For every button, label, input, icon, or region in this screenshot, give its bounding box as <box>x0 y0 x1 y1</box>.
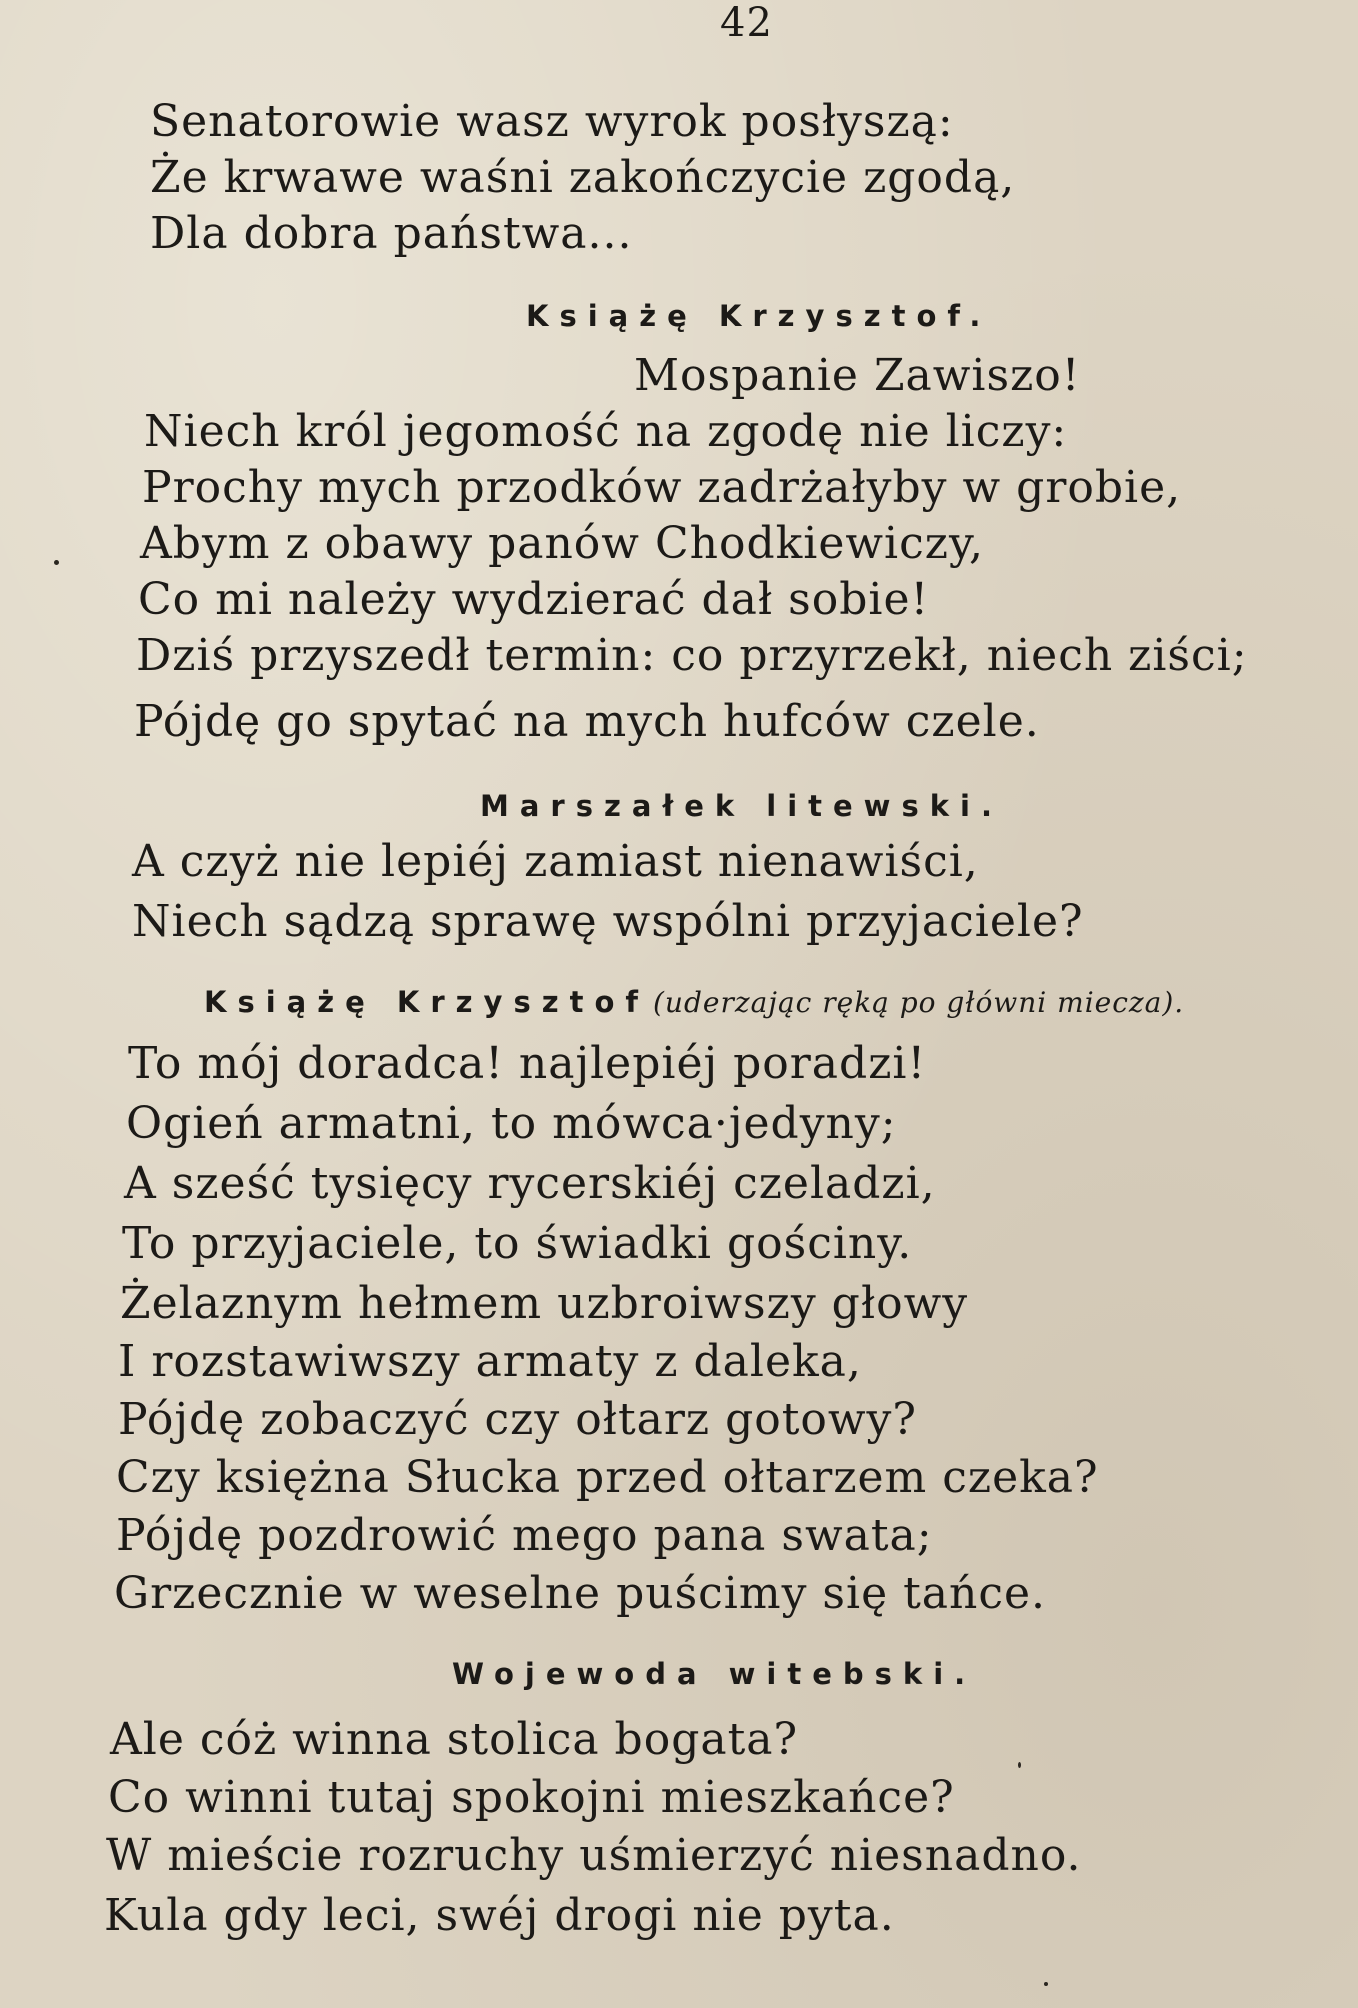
verse-line: A sześć tysięcy rycerskiéj czeladzi, <box>124 1158 936 1209</box>
verse-line: Dziś przyszedł termin: co przyrzekł, niech ziści; <box>136 630 1248 681</box>
verse-line: Niech sądzą sprawę wspólni przyjaciele? <box>132 896 1084 947</box>
speaker-heading-with-direction <box>204 982 1184 1023</box>
verse-line: I rozstawiwszy armaty z daleka, <box>118 1336 862 1387</box>
stage-direction: (uderzając ręką po główni miecza). <box>653 986 1185 1019</box>
verse-line: Kula gdy leci, swéj drogi nie pyta. <box>104 1890 895 1941</box>
verse-line: Dla dobra państwa... <box>150 208 633 259</box>
verse-line: Ogień armatni, to mówca·jedyny; <box>126 1098 897 1149</box>
verse-line: Prochy mych przodków zadrżałyby w grobie, <box>142 462 1182 513</box>
verse-line: Co winni tutaj spokojni mieszkańce? <box>108 1772 955 1823</box>
verse-line: Co mi należy wydzierać dał sobie! <box>138 574 930 625</box>
verse-line: Ale cóż winna stolica bogata? <box>110 1714 799 1765</box>
paper-speck <box>1044 1982 1048 1986</box>
verse-line: Że krwawe waśni zakończycie zgodą, <box>150 152 1016 203</box>
verse-line: W mieście rozruchy uśmierzyć niesnadno. <box>106 1830 1082 1881</box>
speaker-heading: Książę Krzysztof. <box>526 299 992 333</box>
verse-line: Niech król jegomość na zgodę nie liczy: <box>144 406 1068 457</box>
verse-line: Żelaznym hełmem uzbroiwszy głowy <box>120 1278 969 1329</box>
verse-line: To mój doradca! najlepiéj poradzi! <box>128 1038 927 1089</box>
speaker-name: Książę Krzysztof <box>204 985 649 1019</box>
speaker-heading: Marszałek litewski. <box>480 789 1003 823</box>
verse-line: A czyż nie lepiéj zamiast nienawiści, <box>132 836 979 887</box>
verse-line: Senatorowie wasz wyrok posłyszą: <box>150 96 954 147</box>
verse-line: To przyjaciele, to świadki gościny. <box>122 1218 913 1269</box>
verse-line: Abym z obawy panów Chodkiewiczy, <box>140 518 984 569</box>
verse-line: Mospanie Zawiszo! <box>634 350 1081 401</box>
page-number: 42 <box>720 0 773 46</box>
paper-speck <box>1018 1762 1021 1768</box>
verse-line: Pójdę zobaczyć czy ołtarz gotowy? <box>118 1394 918 1445</box>
verse-line: Pójdę pozdrowić mego pana swata; <box>116 1510 933 1561</box>
verse-line: Pójdę go spytać na mych hufców czele. <box>134 696 1040 747</box>
verse-line: Grzecznie w weselne puścimy się tańce. <box>114 1568 1047 1619</box>
paper-speck <box>54 560 59 565</box>
speaker-heading: Wojewoda witebski. <box>452 1657 977 1691</box>
verse-line: Czy księżna Słucka przed ołtarzem czeka? <box>116 1452 1099 1503</box>
